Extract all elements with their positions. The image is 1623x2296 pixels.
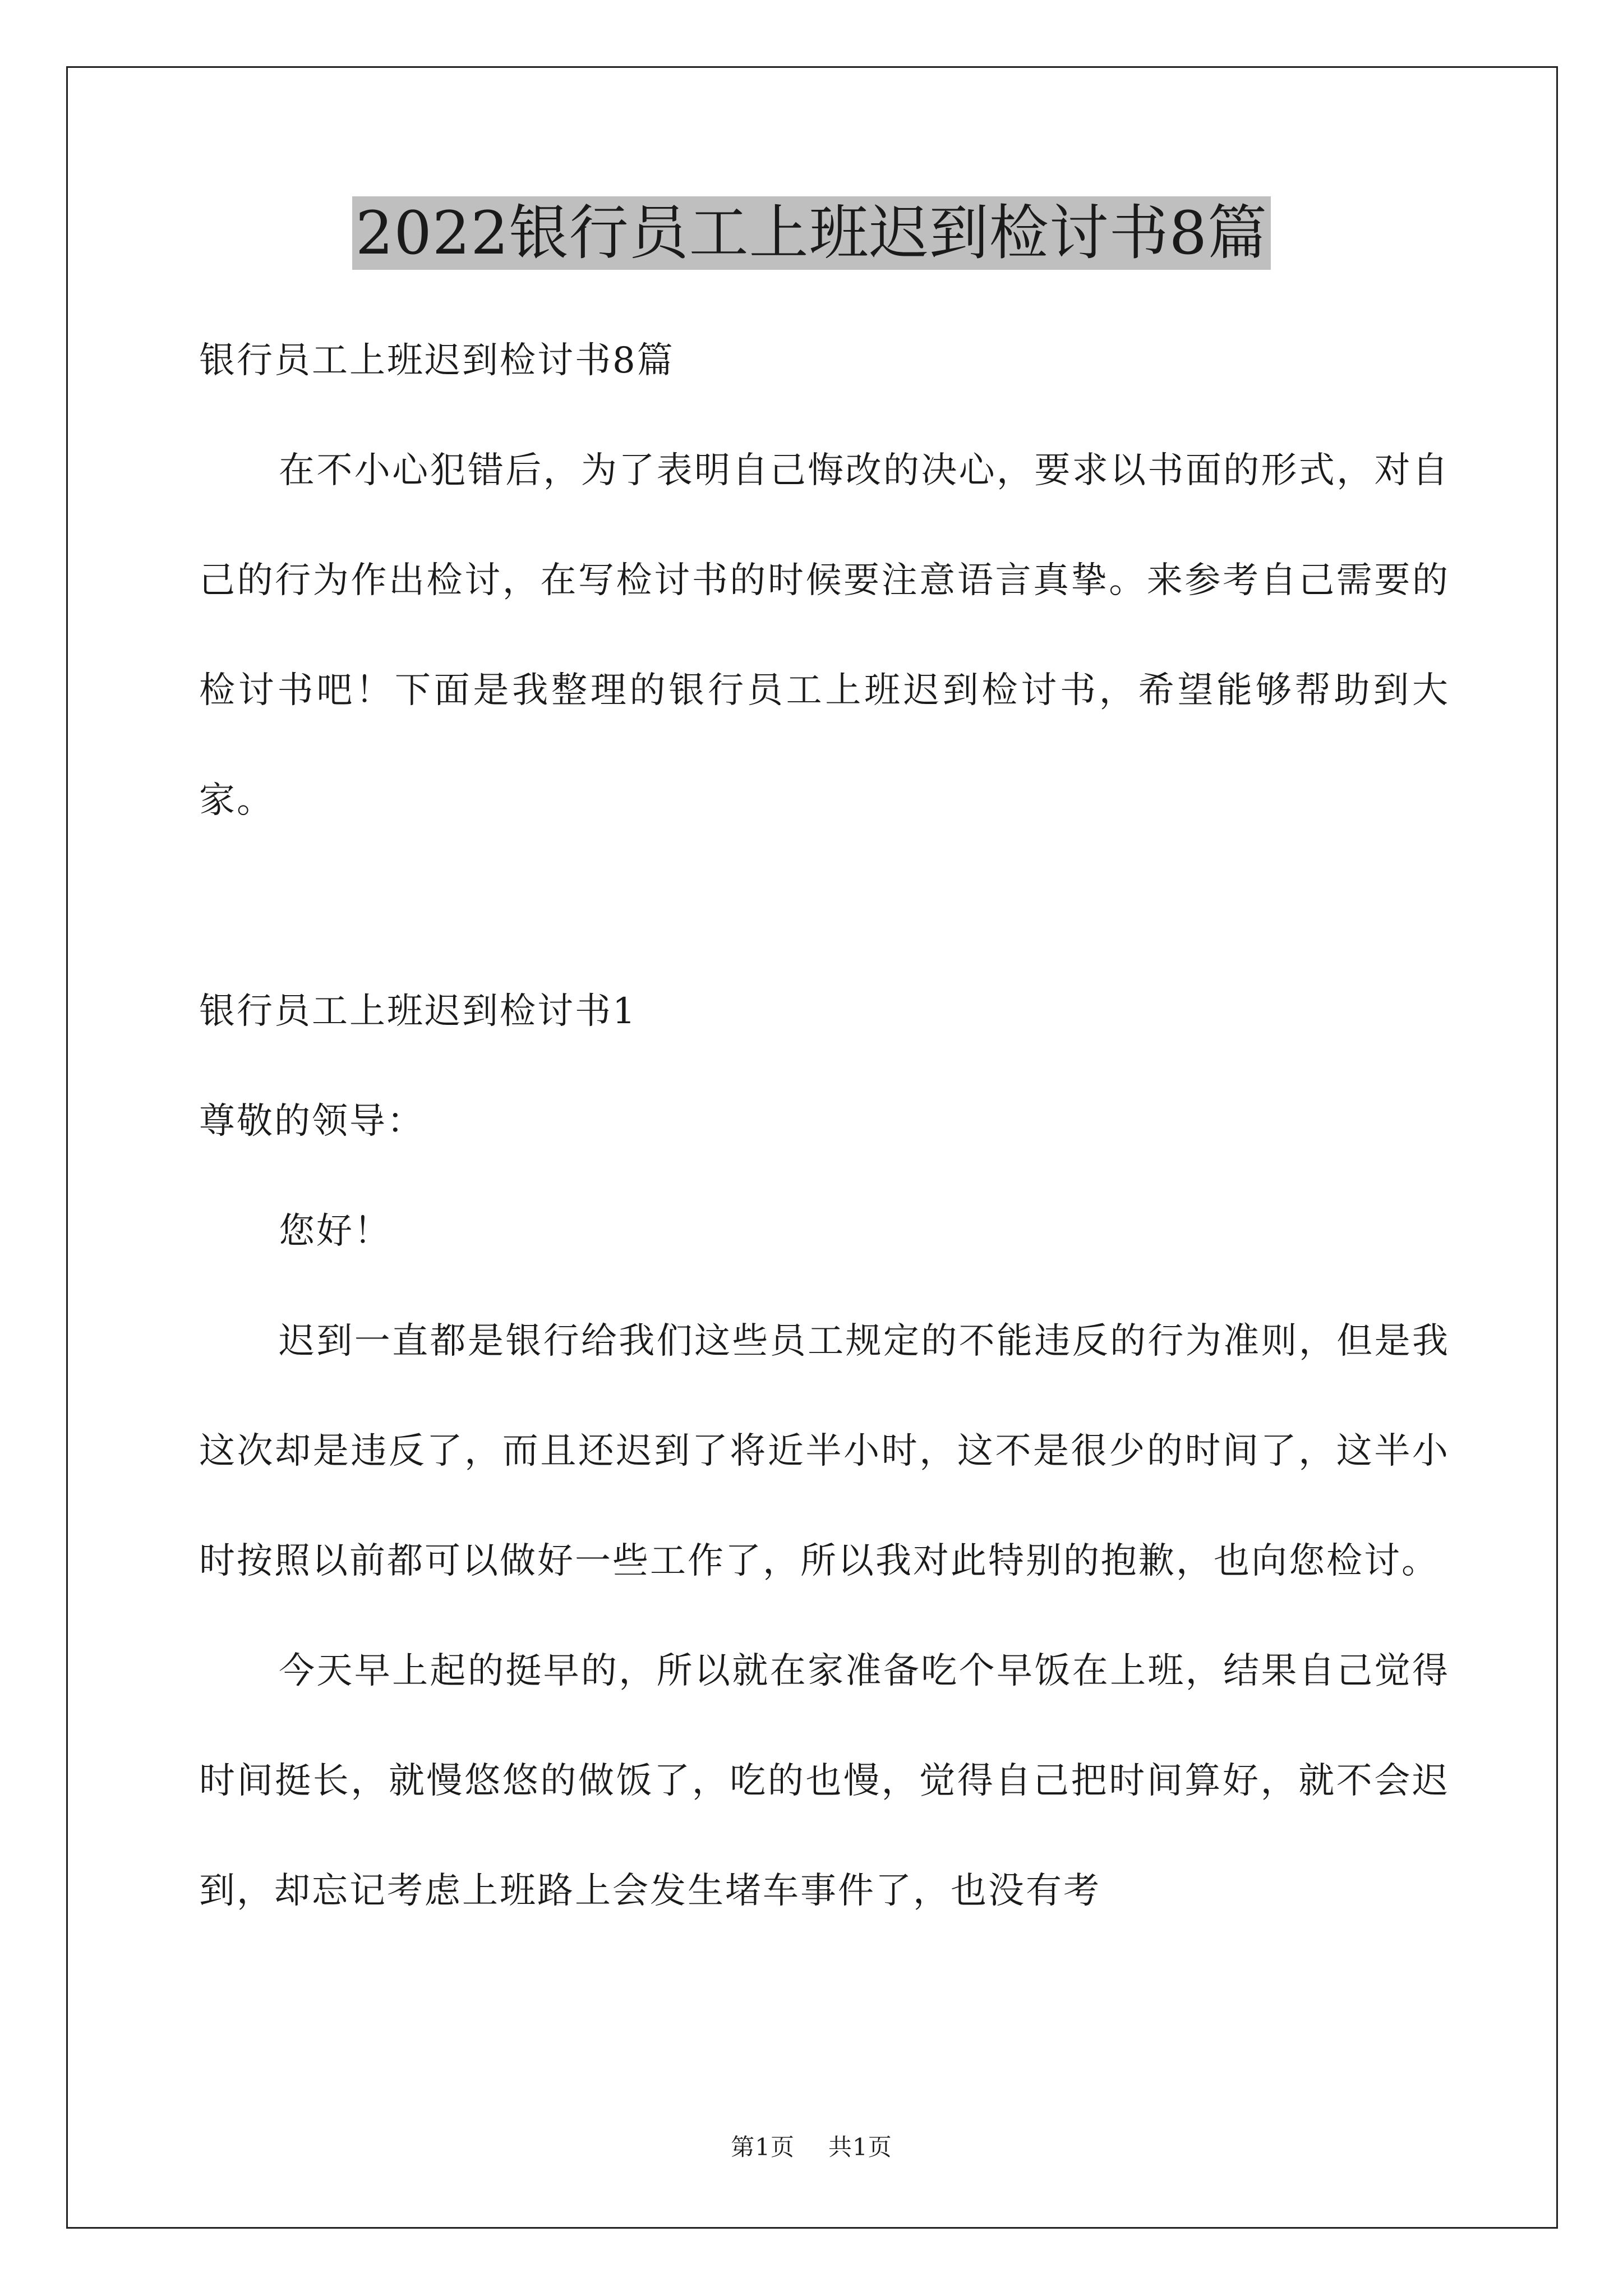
section-heading: 银行员工上班迟到检讨书1 <box>199 991 637 1032</box>
document-title-text: 2022银行员工上班迟到检讨书8篇 <box>352 196 1271 270</box>
page-footer <box>0 2129 1623 2162</box>
subtitle-paragraph: 银行员工上班迟到检讨书8篇 <box>199 340 675 381</box>
page-total: 共1页 <box>828 2133 892 2161</box>
document-body <box>199 306 1450 1946</box>
intro-paragraph: 在不小心犯错后，为了表明自己悔改的决心，要求以书面的形式，对自己的行为作出检讨，在写检讨书的时候要注意语言真挚。来参考自己需要的检讨书吧！下面是我整理的银行员工上班迟到检讨书，希望能够帮助到大家。 <box>199 450 1450 821</box>
body-paragraph: 今天早上起的挺早的，所以就在家准备吃个早饭在上班，结果自己觉得时间挺长，就慢悠悠的做饭了，吃的也慢，觉得自己把时间算好，就不会迟到，却忘记考虑上班路上会发生堵车事件了，也没有考 <box>199 1650 1450 1912</box>
body-paragraph: 迟到一直都是银行给我们这些员工规定的不能违反的行为准则，但是我这次却是违反了，而且还迟到了将近半小时，这不是很少的时间了，这半小时按照以前都可以做好一些工作了，所以我对此特别的抱歉，也向您检讨。 <box>199 1320 1450 1582</box>
document-title <box>0 197 1623 269</box>
page-number: 第1页 <box>731 2133 795 2161</box>
greeting: 您好！ <box>279 1211 391 1252</box>
salutation: 尊敬的领导： <box>199 1101 425 1142</box>
